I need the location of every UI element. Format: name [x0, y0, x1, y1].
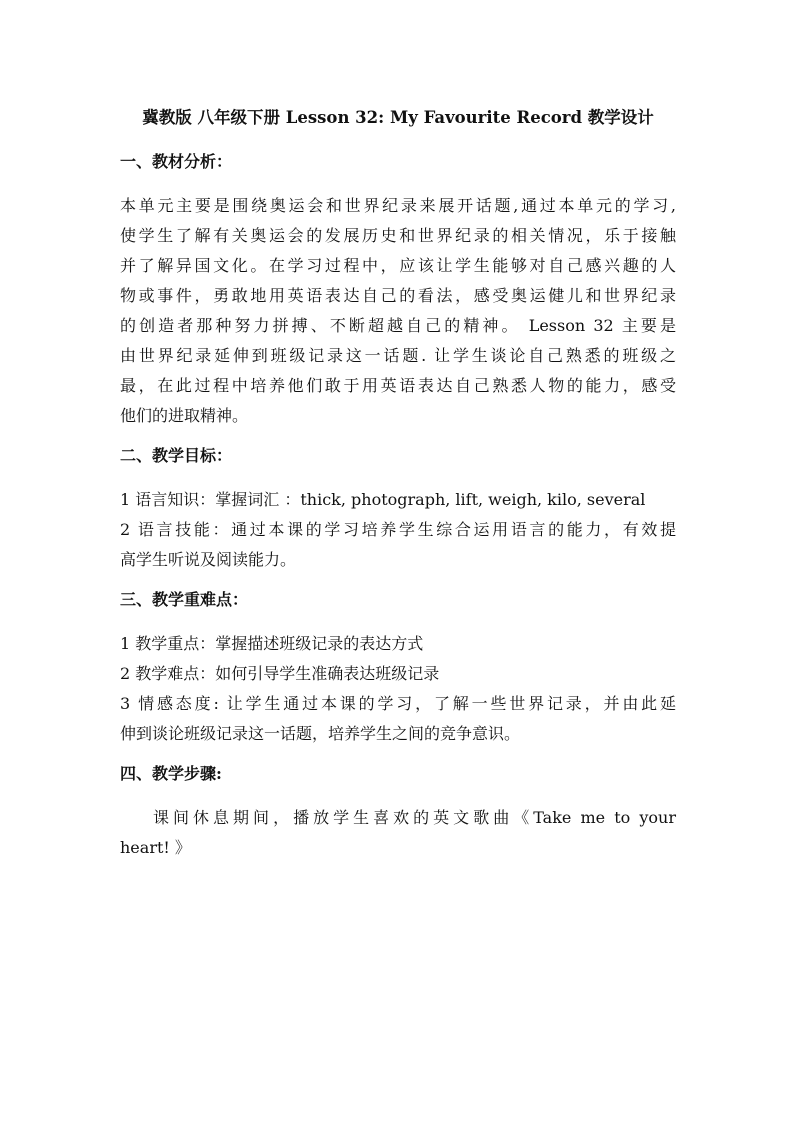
key-point-item: 1 教学重点：掌握描述班级记录的表达方式: [120, 634, 424, 653]
section-heading-teaching-steps: 四、教学步骤:: [120, 764, 222, 783]
objective-language-knowledge: 1 语言知识：掌握词汇 ：thick, photograph, lift, weigh, kilo, several: [120, 490, 646, 509]
attitude-item: 3 情感态度: 让学生通过本课的学习，了解一些世界记录，并由此延: [120, 694, 676, 713]
section-heading-key-points: 三、教学重难点：: [120, 590, 249, 609]
paragraph-line: 使学生了解有关奥运会的发展历史和世界纪录的相关情况，乐于接触: [120, 226, 676, 245]
section-heading-textbook-analysis: 一、教材分析：: [120, 152, 233, 171]
paragraph-line: 课间休息期间，播放学生喜欢的英文歌曲《Take me to your: [153, 808, 676, 827]
paragraph-line: 伸到谈论班级记录这一话题，培养学生之间的竞争意识。: [120, 724, 521, 743]
paragraph-line: 本单元主要是围绕奥运会和世界纪录来展开话题,通过本单元的学习,: [120, 196, 676, 215]
paragraph-line: 并了解异国文化。在学习过程中，应该让学生能够对自己感兴趣的人: [120, 256, 676, 275]
paragraph-line: 的创造者那种努力拼搏、不断超越自己的精神。 Lesson 32 主要是: [120, 316, 676, 335]
objective-language-skills: 2 语言技能：通过本课的学习培养学生综合运用语言的能力，有效提: [120, 520, 676, 539]
paragraph-line: heart! 》: [120, 838, 191, 857]
paragraph-line: 由世界纪录延伸到班级记录这一话题. 让学生谈论自己熟悉的班级之: [120, 346, 676, 365]
document-title: 冀教版 八年级下册 Lesson 32: My Favourite Record 教学设计: [142, 108, 654, 127]
paragraph-line: 高学生听说及阅读能力。: [120, 550, 297, 569]
difficulty-item: 2 教学难点：如何引导学生准确表达班级记录: [120, 664, 440, 683]
paragraph-line: 他们的进取精神。: [120, 406, 249, 425]
section-heading-teaching-objectives: 二、教学目标：: [120, 446, 233, 465]
paragraph-line: 物或事件，勇敢地用英语表达自己的看法，感受奥运健儿和世界纪录: [120, 286, 676, 305]
paragraph-line: 最，在此过程中培养他们敢于用英语表达自己熟悉人物的能力，感受: [120, 376, 676, 395]
